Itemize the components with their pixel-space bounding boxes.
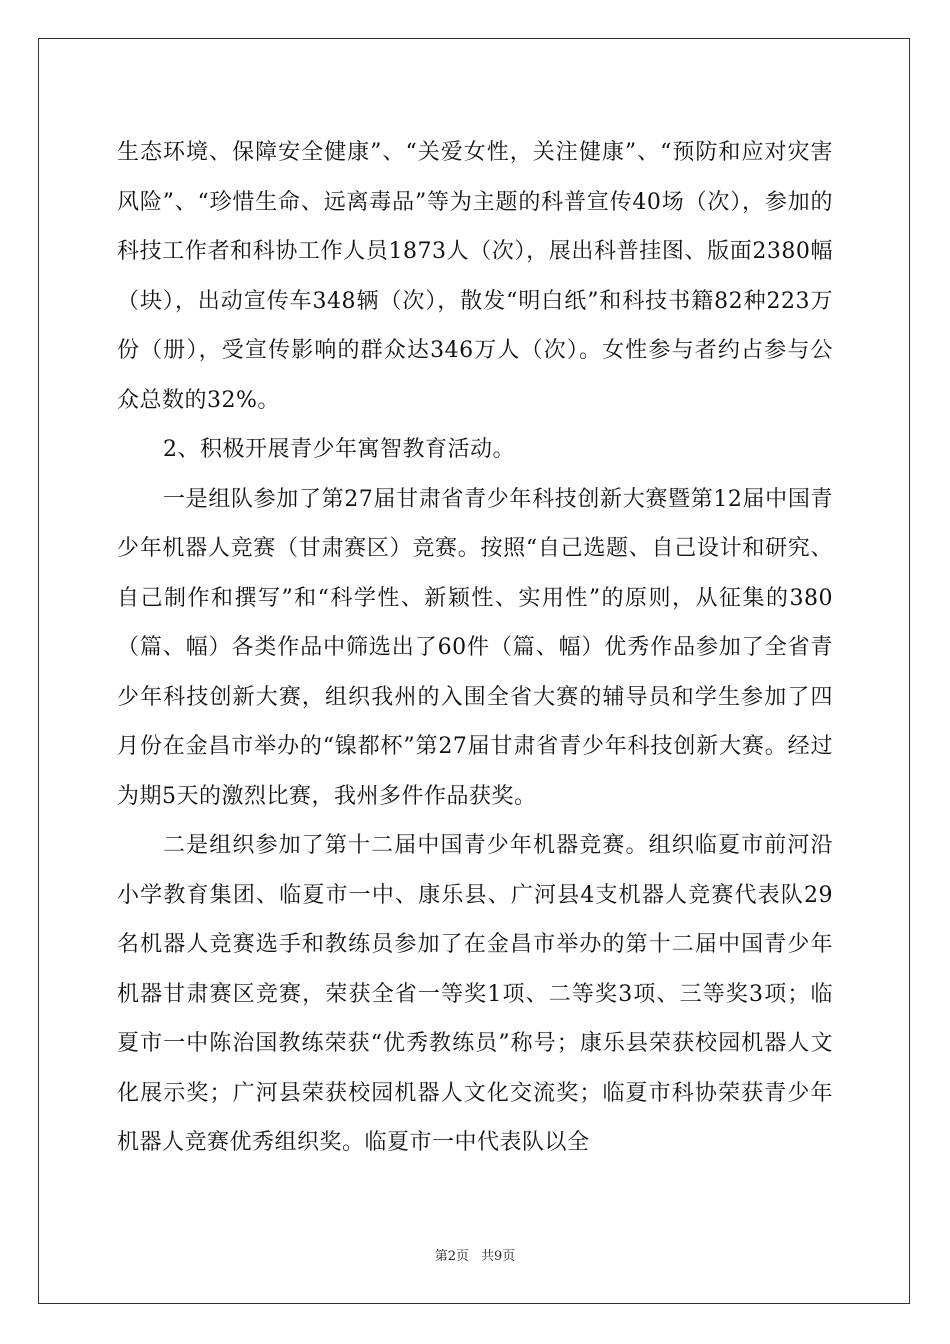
paragraph: 二是组织参加了第十二届中国青少年机器竞赛。组织临夏市前河沿小学教育集团、临夏市一中、康乐县、广河县4支机器人竞赛代表队29名机器人竞赛选手和教练员参加了在金昌市举办的第十二届中国青少年机器甘肃赛区竞赛，荣获全省一等奖1项、二等奖3项、三等奖3项；临夏市一中陈治国教练荣获“优秀教练员”称号；康乐县荣获校园机器人文化展示奖；广河县荣获校园机器人文化交流奖；临夏市科协荣获青少年机器人竞赛优秀组织奖。临夏市一中代表队以全	[117, 833, 833, 1155]
paragraph-continued: 生态环境、保障安全健康”、“关爱女性，关注健康”、“预防和应对灾害风险”、“珍惜生命、远离毒品”等为主题的科普宣传40场（次），参加的科技工作者和科协工作人员1873人（次），展出科普挂图、版面2380幅（块），出动宣传车348辆（次），散发“明白纸”和科技书籍82种223万份（册），受宣传影响的群众达346万人（次）。女性参与者约占参与公众总数的32%。	[117, 140, 833, 413]
section-heading: 2、积极开展青少年寓智教育活动。	[163, 437, 515, 462]
page-total: 共9页	[481, 1249, 516, 1264]
page-number: 第2页	[434, 1249, 469, 1264]
document-body	[117, 128, 833, 1168]
page-footer	[0, 1249, 950, 1265]
paragraph: 一是组队参加了第27届甘肃省青少年科技创新大赛暨第12届中国青少年机器人竞赛（甘肃赛区）竞赛。按照“自己选题、自己设计和研究、自己制作和撰写”和“科学性、新颖性、实用性”的原则，从征集的380（篇、幅）各类作品中筛选出了60件（篇、幅）优秀作品参加了全省青少年科技创新大赛，组织我州的入围全省大赛的辅导员和学生参加了四月份在金昌市举办的“镍都杯”第27届甘肃省青少年科技创新大赛。经过为期5天的激烈比赛，我州多件作品获奖。	[117, 486, 833, 809]
